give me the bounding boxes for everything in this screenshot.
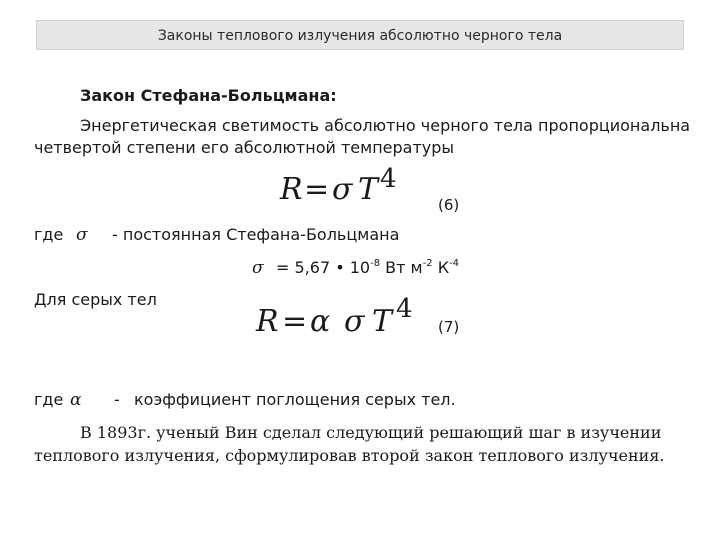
eq7-equals: = [282, 304, 308, 339]
where-alpha-symbol: α [70, 390, 82, 410]
where-sigma-text: - постоянная Стефана-Больцмана [112, 225, 400, 244]
eq6-r: R [280, 172, 303, 207]
eq6-equals: = [304, 172, 330, 207]
where-alpha-dash: - [114, 390, 120, 409]
sigma-value-text: = 5,67 • $10^{-8}$ Вт $м^{-2}$ $К^{-4}$ [276, 258, 460, 277]
eq6-exponent: 4 [380, 164, 397, 194]
eq7-alpha: α [310, 304, 331, 339]
closing-line-2: теплового излучения, сформулировав второй закон теплового излучения. [34, 446, 665, 465]
page-title: Законы теплового излучения абсолютно черного тела [157, 28, 563, 44]
eq6-number: (6) [438, 196, 460, 214]
header-bar [36, 20, 684, 50]
gray-bodies-label: Для серых тел [34, 290, 157, 309]
eq6-sigma: σ [332, 172, 353, 207]
eq7-exponent: 4 [396, 294, 413, 324]
sigma-value-symbol: σ [252, 258, 264, 278]
law-description-line-2: четвертой степени его абсолютной температуры [34, 138, 455, 157]
eq7-sigma: σ [344, 304, 365, 339]
where-label-2: где [34, 390, 64, 409]
closing-line-1: В 1893г. ученый Вин сделал следующий решающий шаг в изучении [80, 423, 662, 442]
where-alpha-text: коэффициент поглощения серых тел. [134, 390, 456, 409]
eq7-t: T [372, 304, 393, 339]
eq7-r: R [256, 304, 279, 339]
where-sigma-symbol: σ [76, 225, 88, 245]
law-title: Закон Стефана-Больцмана: [80, 86, 337, 105]
where-label-1: где [34, 225, 64, 244]
law-description-line-1: Энергетическая светимость абсолютно черного тела пропорциональна [80, 116, 691, 135]
eq6-t: T [358, 172, 379, 207]
eq7-number: (7) [438, 318, 460, 336]
